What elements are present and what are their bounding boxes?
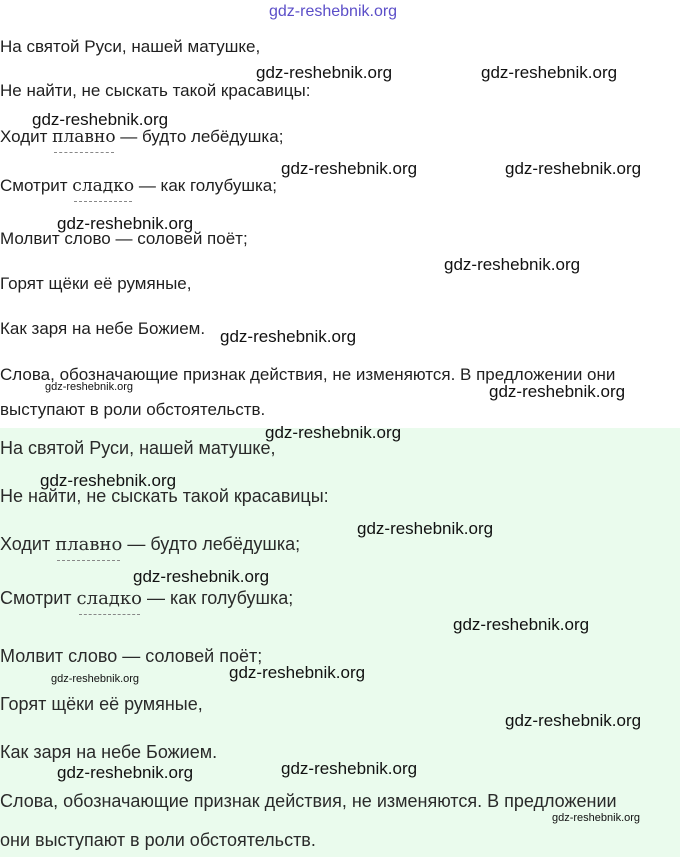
watermark: gdz-reshebnik.org [32, 110, 169, 129]
poem-line: Не найти, не сыскать такой красавицы: [0, 486, 329, 506]
poem-line-start: Ходит [0, 127, 53, 146]
poem-line-end: — как голубушка; [134, 176, 277, 195]
explanation-line: они выступают в роли обстоятельств. [0, 830, 316, 850]
poem-line [0, 127, 283, 147]
poem-line-end: — будто лебёдушка; [115, 127, 284, 146]
poem-line-start: Смотрит [0, 588, 77, 608]
poem-line-end: — как голубушка; [141, 588, 294, 608]
watermark: gdz-reshebnik.org [57, 763, 194, 782]
watermark: gdz-reshebnik.org [453, 615, 590, 634]
watermark: gdz-reshebnik.org [489, 382, 626, 401]
poem-line: Как заря на небе Божием. [0, 742, 218, 762]
explanation-line: выступают в роли обстоятельств. [0, 400, 266, 419]
watermark-header: gdz-reshebnik.org [269, 3, 398, 20]
poem-line: Не найти, не сыскать такой красавицы: [0, 81, 311, 100]
watermark-small: gdz-reshebnik.org [552, 812, 641, 824]
watermark: gdz-reshebnik.org [256, 63, 393, 82]
poem-line: Горят щёки её румяные, [0, 694, 203, 714]
watermark: gdz-reshebnik.org [505, 159, 642, 178]
adverb-word: плавно [55, 534, 123, 555]
poem-line-end: — будто лебёдушка; [122, 534, 301, 554]
watermark-small: gdz-reshebnik.org [45, 381, 134, 393]
poem-line-start: Смотрит [0, 176, 73, 195]
watermark: gdz-reshebnik.org [281, 759, 418, 778]
poem-line: Молвит слово — соловей поёт; [0, 646, 263, 666]
watermark: gdz-reshebnik.org [57, 214, 194, 233]
watermark-small: gdz-reshebnik.org [51, 673, 140, 685]
watermark: gdz-reshebnik.org [505, 711, 642, 730]
poem-line-start: Ходит [0, 534, 56, 554]
poem-line [0, 176, 277, 196]
poem-line: На святой Руси, нашей матушке, [0, 37, 261, 56]
watermark: gdz-reshebnik.org [481, 63, 618, 82]
explanation-line: Слова, обозначающие признак действия, не изменяются. В предложении [0, 791, 617, 811]
poem-line [0, 534, 300, 555]
watermark: gdz-reshebnik.org [357, 519, 494, 538]
explanation-line: Слова, обозначающие признак действия, не изменяются. В предложении они [0, 365, 616, 384]
poem-line: На святой Руси, нашей матушке, [0, 438, 276, 458]
watermark: gdz-reshebnik.org [444, 255, 581, 274]
poem-line: Молвит слово — соловей поёт; [0, 229, 248, 248]
poem-line: Горят щёки её румяные, [0, 274, 192, 293]
watermark: gdz-reshebnik.org [281, 159, 418, 178]
poem-line [0, 588, 293, 609]
adverb-word: сладко [72, 176, 135, 196]
watermark: gdz-reshebnik.org [220, 327, 357, 346]
adverb-word: плавно [52, 127, 116, 147]
watermark: gdz-reshebnik.org [133, 567, 270, 586]
watermark: gdz-reshebnik.org [265, 423, 402, 442]
poem-line: Как заря на небе Божием. [0, 319, 206, 338]
adverb-word: сладко [76, 588, 142, 609]
watermark: gdz-reshebnik.org [229, 663, 366, 682]
watermark: gdz-reshebnik.org [40, 471, 177, 490]
text-section-bottom [0, 428, 680, 857]
